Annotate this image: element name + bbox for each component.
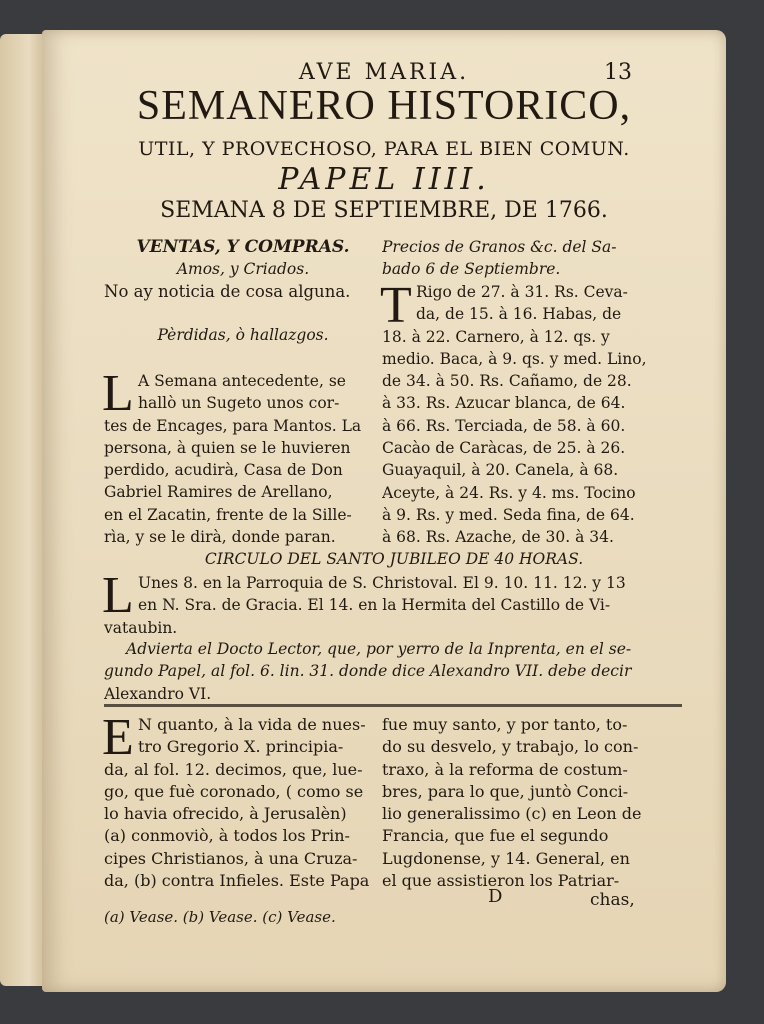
facing-page-edge xyxy=(0,34,48,986)
ventas-heading: VENTAS, Y COMPRAS. xyxy=(136,237,350,257)
page-title: SEMANERO HISTORICO, xyxy=(136,83,632,129)
text-line: el que assistieron los Patriar- xyxy=(382,871,620,891)
document-page xyxy=(42,30,726,992)
text-line: 18. à 22. Carnero, à 12. qs. y xyxy=(382,327,610,346)
perdidas-heading: Pèrdidas, ò hallazgos. xyxy=(157,326,329,344)
amos-subheading: Amos, y Criados. xyxy=(176,260,310,279)
text-line: persona, à quien se le huvieren xyxy=(104,438,351,457)
text-line: gundo Papel, al fol. 6. lin. 31. donde dice Alexandro VII. debe decir xyxy=(104,662,632,681)
text-line: do su desvelo, y trabajo, lo con- xyxy=(382,737,639,757)
text-line: à 9. Rs. y med. Seda fina, de 64. xyxy=(382,505,635,524)
text-line: A Semana antecedente, se xyxy=(138,372,346,390)
text-line: Alexandro VI. xyxy=(104,684,212,703)
text-line: de 34. à 50. Rs. Cañamo, de 28. xyxy=(382,372,632,391)
text-line: Rigo de 27. à 31. Rs. Ceva- xyxy=(416,283,628,301)
text-line: en N. Sra. de Gracia. El 14. en la Hermita del Castillo de Vi- xyxy=(138,596,611,615)
ave-maria-header: AVE MARIA. xyxy=(298,60,470,85)
catchword: chas, xyxy=(590,890,635,910)
page-subtitle: UTIL, Y PROVECHOSO, PARA EL BIEN COMUN. xyxy=(138,138,630,160)
advierta-notice xyxy=(104,638,684,705)
text-line: da, al fol. 12. decimos, que, lue- xyxy=(104,759,363,779)
text-line: medio. Baca, à 9. qs. y med. Lino, xyxy=(382,349,647,368)
text-line: fue muy santo, y por tanto, to- xyxy=(382,715,628,734)
text-line: Lugdonense, y 14. General, en xyxy=(382,848,630,868)
page-number: 13 xyxy=(604,60,632,85)
text-line: tes de Encages, para Mantos. La xyxy=(104,416,362,435)
text-line: traxo, à la reforma de costum- xyxy=(382,759,628,779)
text-line: Gabriel Ramires de Arellano, xyxy=(104,483,333,502)
text-line: Guayaquil, à 20. Canela, à 68. xyxy=(382,461,619,480)
text-line: Unes 8. en la Parroquia de S. Christoval. El 9. 10. 11. 12. y 13 xyxy=(138,574,626,592)
left-column xyxy=(104,236,382,303)
perdidas-section xyxy=(104,324,382,346)
text-line: à 68. Rs. Azache, de 30. à 34. xyxy=(382,528,614,547)
text-line: lio generalissimo (c) en Leon de xyxy=(382,804,642,824)
text-line: à 33. Rs. Azucar blanca, de 64. xyxy=(382,394,626,413)
text-line: bres, para lo que, juntò Conci- xyxy=(382,781,629,801)
text-line: hallò un Sugeto unos cor- xyxy=(138,394,340,413)
text-line: en el Zacatin, frente de la Sille- xyxy=(104,505,352,524)
precios-heading-2: bado 6 de Septiembre. xyxy=(382,260,561,279)
signature-mark: D xyxy=(488,886,503,907)
circulo-heading: CIRCULO DEL SANTO JUBILEO DE 40 HORAS. xyxy=(204,550,584,568)
footnote-line: (a) Vease. (b) Vease. (c) Vease. xyxy=(104,908,336,926)
precios-text xyxy=(380,277,672,549)
text-line: Aceyte, à 24. Rs. y 4. ms. Tocino xyxy=(382,483,636,502)
circulo-section xyxy=(104,548,684,570)
section-divider xyxy=(104,704,682,707)
body-right-column xyxy=(382,714,674,892)
text-line: tro Gregorio X. principia- xyxy=(138,737,344,757)
precios-heading: Precios de Granos &c. del Sa- xyxy=(382,238,617,256)
body-left-column xyxy=(102,709,382,892)
footnotes xyxy=(104,906,504,928)
text-line: go, que fuè coronado, ( como se xyxy=(104,781,364,801)
dropcap-t: T xyxy=(380,277,412,334)
right-column xyxy=(382,236,672,281)
text-line: rìa, y se le dirà, donde paran. xyxy=(104,528,336,547)
no-news-note: No ay noticia de cosa alguna. xyxy=(104,281,351,301)
text-line: perdido, acudirà, Casa de Don xyxy=(104,461,343,480)
text-line: Advierta el Docto Lector, que, por yerro de la Inprenta, en el se- xyxy=(126,640,632,658)
text-line: Francia, que fue el segundo xyxy=(382,826,609,846)
text-line: lo havia ofrecido, à Jerusalèn) xyxy=(104,804,347,824)
dropcap-l: L xyxy=(102,365,134,422)
text-line: Cacào de Caràcas, de 25. à 26. xyxy=(382,439,626,458)
text-line: da, de 15. à 16. Habas, de xyxy=(416,305,622,324)
text-line: (a) conmoviò, à todos los Prin- xyxy=(104,826,350,846)
text-line: à 66. Rs. Terciada, de 58. à 60. xyxy=(382,416,626,435)
dropcap-l-2: L xyxy=(102,567,134,624)
text-line: da, (b) contra Infieles. Este Papa xyxy=(104,871,370,891)
issue-date: SEMANA 8 DE SEPTIEMBRE, DE 1766. xyxy=(160,198,608,223)
circulo-text xyxy=(102,567,684,639)
text-line: N quanto, à la vida de nues- xyxy=(138,715,366,734)
text-line: vataubin. xyxy=(104,618,178,637)
text-line: cipes Christianos, à una Cruza- xyxy=(104,848,358,868)
perdidas-text xyxy=(102,365,382,548)
issue-number: PAPEL IIII. xyxy=(278,162,490,197)
dropcap-e: E xyxy=(102,709,134,766)
